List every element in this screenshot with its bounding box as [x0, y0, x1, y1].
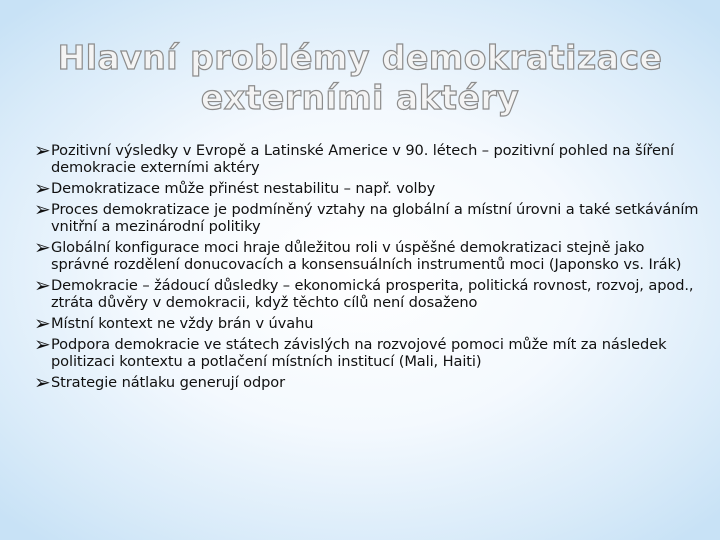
arrow-bullet-icon: ➢	[34, 197, 51, 221]
bullet-item	[34, 197, 702, 235]
title-line-1: Hlavní problémy demokratizace	[57, 38, 663, 77]
arrow-bullet-icon: ➢	[34, 311, 51, 335]
bullet-text: Proces demokratizace je podmíněný vztahy na globální a místní úrovni a také setkáváním vnitřní a mezinárodní politiky	[51, 201, 699, 235]
bullet-list	[34, 138, 702, 395]
bullet-item	[34, 273, 702, 311]
bullet-item	[34, 332, 702, 370]
bullet-item	[34, 370, 702, 394]
arrow-bullet-icon: ➢	[34, 370, 51, 394]
bullet-text: Pozitivní výsledky v Evropě a Latinské Americe v 90. létech – pozitivní pohled na šíření demokracie externími aktéry	[51, 142, 674, 176]
bullet-text: Strategie nátlaku generují odpor	[51, 374, 286, 391]
slide-title	[40, 38, 680, 118]
bullet-text: Demokratizace může přinést nestabilitu – např. volby	[51, 180, 436, 197]
arrow-bullet-icon: ➢	[34, 235, 51, 259]
arrow-bullet-icon: ➢	[34, 273, 51, 297]
arrow-bullet-icon: ➢	[34, 176, 51, 200]
title-line-2: externími aktéry	[200, 78, 520, 117]
bullet-item	[34, 138, 702, 176]
bullet-text: Demokracie – žádoucí důsledky – ekonomická prosperita, politická rovnost, rozvoj, apod., ztráta důvěry v demokracii, když těchto cílů není dosaženo	[51, 277, 694, 311]
bullet-item	[34, 311, 702, 335]
arrow-bullet-icon: ➢	[34, 138, 51, 162]
bullet-item	[34, 176, 702, 200]
arrow-bullet-icon: ➢	[34, 332, 51, 356]
bullet-text: Globální konfigurace moci hraje důležitou roli v úspěšné demokratizaci stejně jako správné rozdělení donucovacích a konsensuálních instrumentů moci (Japonsko vs. Irák)	[51, 239, 682, 273]
bullet-text: Místní kontext ne vždy brán v úvahu	[51, 315, 314, 332]
bullet-text: Podpora demokracie ve státech závislých na rozvojové pomoci může mít za následek politizaci kontextu a potlačení místních institucí (Mali, Haiti)	[51, 336, 667, 370]
bullet-item	[34, 235, 702, 273]
